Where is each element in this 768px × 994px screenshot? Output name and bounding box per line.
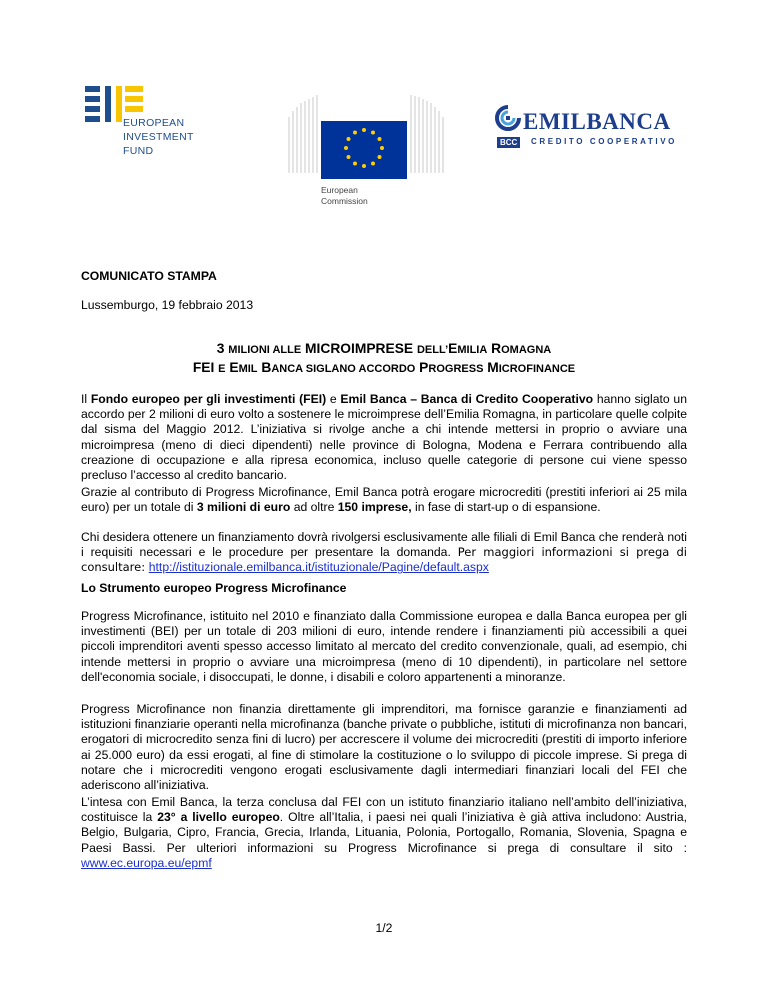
title-line-2: FEI E EMIL BANCA SIGLANO ACCORDO PROGRESS MICROFINANCE <box>192 360 576 375</box>
epmf-link[interactable]: www.ec.europa.eu/epmf <box>81 855 212 870</box>
emilbanca-logo <box>495 105 695 155</box>
ec-caption <box>321 185 368 207</box>
eif-line-1: EUROPEAN <box>123 117 185 129</box>
eif-line-2: INVESTMENT <box>123 131 194 143</box>
title-line-1: 3 MILIONI ALLE MICROIMPRESE DELL’EMILIA ROMAGNA <box>216 341 552 356</box>
paragraph-contact: Chi desidera ottenere un finanziamento dovrà rivolgersi esclusivamente alle filiali di Emil Banca che renderà noti i requisiti necessari e le procedure per presentare la domanda. Per maggiori informazioni si prega di consultare: http://istituzionale.emilbanca.it/istituzionale/Pagine/default.aspx <box>81 530 687 575</box>
eif-wordmark <box>123 116 194 158</box>
logo-bar <box>0 80 768 250</box>
press-release-label: COMUNICATO STAMPA <box>81 269 217 283</box>
paragraph-progress-details: Progress Microfinance non finanzia direttamente gli imprenditori, ma fornisce garanzie e finanziamenti ad istituzioni finanziarie operanti nella microfinanza (banche private o pubbliche, istituti di microfinanza non bancari, erogatori di microcredito senza fini di lucro) per accrescere il volume dei microcrediti (prestiti di importo inferiore ai 25.000 euro) da essi erogati, al fine di stimolare la costituzione o lo sviluppo di piccole imprese. Si prega di notare che i microcrediti vengono erogati esclusivamente dagli intermediari finanziari locali del FEI che aderiscono all’iniziativa. <box>81 702 687 793</box>
bcc-tagline: CREDITO COOPERATIVO <box>531 137 678 146</box>
ec-line-1: European <box>321 185 358 195</box>
eif-line-3: FUND <box>123 145 154 157</box>
paragraph-intro: Il Fondo europeo per gli investimenti (FEI) e Emil Banca – Banca di Credito Cooperativo hanno siglato un accordo per 2 milioni di euro volto a sostenere le microimprese dell’Emilia Romagna, in particolare quelle colpite dal sisma del Maggio 2012. L’iniziativa si rivolge anche a chi intende mettersi in proprio o avviare una microimpresa (meno di dieci dipendenti) nelle province di Bologna, Modena e Ferrara contribuendo alla creazione di occupazione e alla ripresa economica, incluso quelle categorie di persone cui viene spesso precluso l’accesso al credito bancario. <box>81 392 687 483</box>
page-number: 1/2 <box>375 921 393 935</box>
page-title <box>81 340 687 378</box>
ec-line-2: Commission <box>321 196 368 206</box>
ec-building-icon <box>277 87 482 250</box>
release-date: Lussemburgo, 19 febbraio 2013 <box>81 298 254 312</box>
eif-logo <box>85 86 235 166</box>
emilbanca-name: EMILBANCA <box>523 109 671 134</box>
european-commission-logo <box>277 87 482 250</box>
section-heading: Lo Strumento europeo Progress Microfinance <box>81 581 347 595</box>
emilbanca-link[interactable]: http://istituzionale.emilbanca.it/istituzionale/Pagine/default.aspx <box>148 560 489 575</box>
bcc-badge: BCC <box>497 137 520 148</box>
paragraph-progress-overview: Progress Microfinance, istituito nel 2010 e finanziato dalla Commissione europea e dalla Banca europea per gli investimenti (BEI) per un totale di 203 milioni di euro, intende rendere i finanziamenti più accessibili a quei piccoli imprenditori aventi spesso accesso limitato al mercato del credito convenzionale, quali, ad esempio, chi intende mettersi in proprio o avviare una microimpresa (meno di 10 dipendenti), in particolare nel settore dell'economia sociale, i disoccupati, le donne, i disabili e coloro appartenenti a minoranze. <box>81 609 687 684</box>
paragraph-agreement: L’intesa con Emil Banca, la terza conclusa dal FEI con un istituto finanziario italiano nell’ambito dell’iniziativa, costituisce la 23° a livello europeo. Oltre all’Italia, i paesi nei quali l’iniziativa è già attiva includono: Austria, Belgio, Bulgaria, Cipro, Francia, Grecia, Irlanda, Lituania, Polonia, Portogallo, Romania, Slovenia, Spagna e Paesi Bassi. Per ulteriori informazioni su Progress Microfinance si prega di consultare il sito : www.ec.europa.eu/epmf <box>81 795 687 870</box>
paragraph-contribution: Grazie al contributo di Progress Microfinance, Emil Banca potrà erogare microcrediti (prestiti inferiori ai 25 mila euro) per un totale di 3 milioni di euro ad oltre 150 imprese, in fase di start-up o di espansione. <box>81 485 687 515</box>
